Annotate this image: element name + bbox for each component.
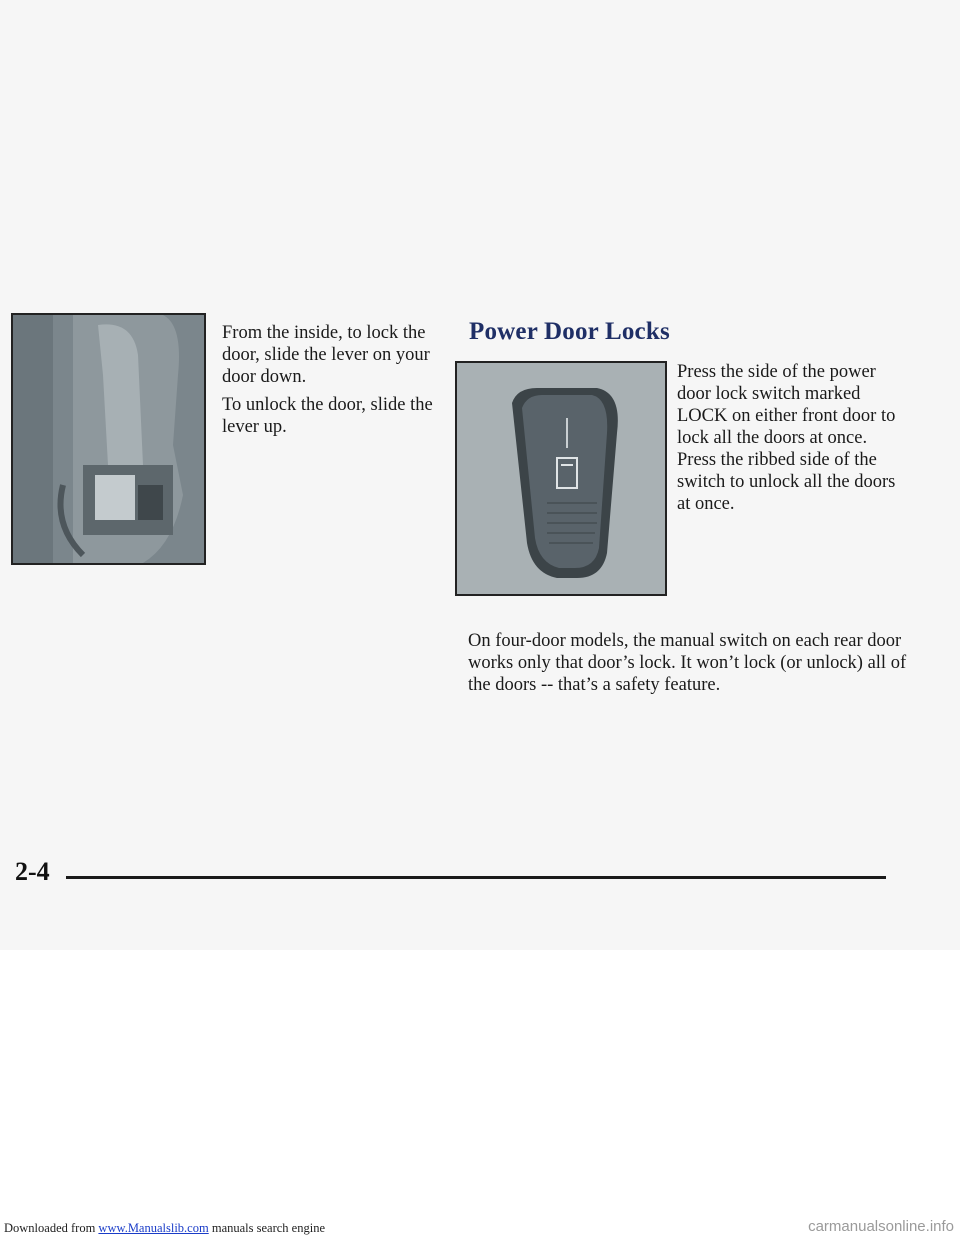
footer-rule <box>66 876 886 879</box>
unlock-instruction-text: To unlock the door, slide the lever up. <box>222 395 433 437</box>
download-credit-prefix: Downloaded from <box>4 1221 99 1235</box>
page-number: 2-4 <box>15 857 50 886</box>
rear-door-switch-note: On four-door models, the manual switch on each rear door works only that door’s lock. It won’t lock (or unlock) all of the doors -- that’s a safety feature. <box>468 631 907 695</box>
power-lock-switch-photo <box>455 361 667 596</box>
section-heading: Power Door Locks <box>469 318 670 345</box>
door-lever-illustration <box>13 315 204 563</box>
power-lock-switch-illustration <box>457 363 665 594</box>
blank-margin <box>0 950 960 1242</box>
power-lock-instruction-text: Press the side of the power door lock switch marked LOCK on either front door to lock all the doors at once. Press the ribbed side of the switch to unlock all the doors at once. <box>677 362 896 514</box>
download-credit <box>4 1221 325 1236</box>
door-lock-lever-photo <box>11 313 206 565</box>
lock-instruction-text: From the inside, to lock the door, slide the lever on your door down. <box>222 323 430 387</box>
download-credit-suffix: manuals search engine <box>208 1221 325 1235</box>
watermark-text: carmanualsonline.info <box>808 1218 954 1235</box>
manualslib-link[interactable]: www.Manualslib.com <box>98 1221 209 1235</box>
